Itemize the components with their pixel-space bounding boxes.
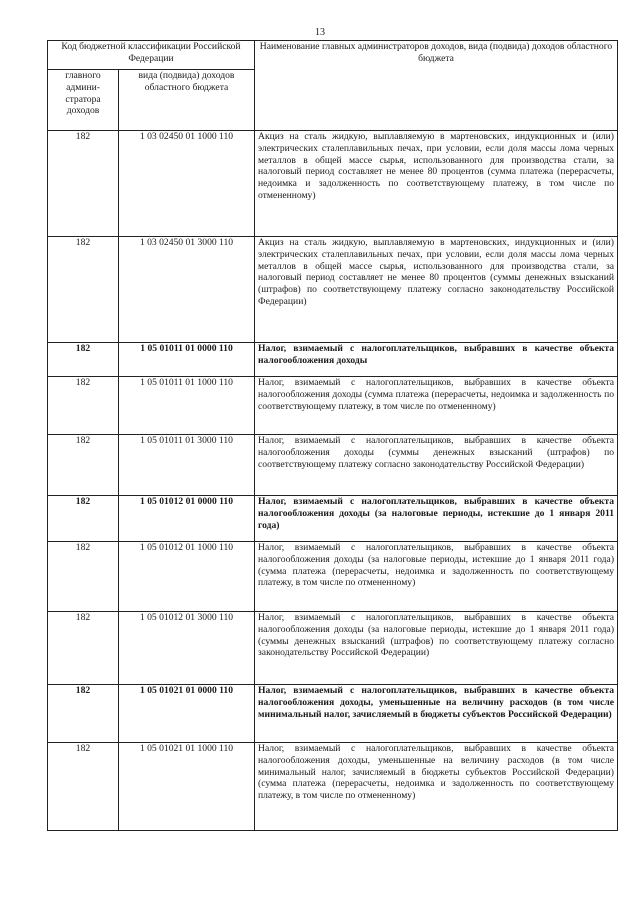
admin-code: 182: [48, 377, 119, 435]
revenue-code: 1 05 01021 01 1000 110: [119, 743, 255, 831]
page-number: 13: [315, 27, 325, 38]
table-row: [48, 743, 618, 831]
table-row: [48, 685, 618, 743]
admin-code: 182: [48, 542, 119, 612]
admin-code: 182: [48, 237, 119, 343]
table-row: [48, 377, 618, 435]
admin-code: 182: [48, 612, 119, 685]
admin-code: 182: [48, 435, 119, 496]
revenue-code: 1 05 01012 01 1000 110: [119, 542, 255, 612]
table-row: [48, 343, 618, 377]
revenue-code: 1 03 02450 01 1000 110: [119, 131, 255, 237]
table-row: [48, 542, 618, 612]
table-row: [48, 237, 618, 343]
revenue-code: 1 05 01011 01 3000 110: [119, 435, 255, 496]
header-revenue-type: вида (подвида) доходов областного бюджета: [119, 70, 255, 131]
revenue-description: Налог, взимаемый с налогоплательщиков, выбравших в качестве объекта налогообложения доходы, уменьшенные на величину расходов (в том числе минимальный налог, зачисляемый в бюджеты субъектов Российской Федерации) (сумма платежа (перерасчеты, недоимка и задолженность по соответствующему платежу, в том числе по отмененному): [255, 743, 618, 831]
revenue-description: Налог, взимаемый с налогоплательщиков, выбравших в качестве объекта налогообложения доходы (за налоговые периоды, истекшие до 1 января 2011 года) (сумма платежа (перерасчеты, недоимка и задолженность по соответствующему платежу, в том числе по отмененному): [255, 542, 618, 612]
header-row-1: [48, 41, 618, 70]
revenue-description: Налог, взимаемый с налогоплательщиков, выбравших в качестве объекта налогообложения доходы (за налоговые периоды, истекшие до 1 января 2011 года) (суммы денежных взысканий (штрафов) по соответствующему платежу согласно законодательству Российской Федерации): [255, 612, 618, 685]
admin-code: 182: [48, 496, 119, 542]
budget-classification-table: [47, 40, 618, 831]
revenue-description: Налог, взимаемый с налогоплательщиков, выбравших в качестве объекта налогообложения доходы, уменьшенные на величину расходов (в том числе минимальный налог, зачисляемый в бюджеты субъектов Российской Федерации): [255, 685, 618, 743]
revenue-description: Акциз на сталь жидкую, выплавляемую в мартеновских, индукционных и (или) электрических сталеплавильных печах, при условии, если доля массы лома черных металлов в общей массе сырья, использованного для производства стали, за налоговый период составляет не менее 80 процентов (сумма платежа (перерасчеты, недоимка и задолженность по соответствующему платежу, в том числе по отмененному): [255, 131, 618, 237]
table-row: [48, 612, 618, 685]
revenue-description: Налог, взимаемый с налогоплательщиков, выбравших в качестве объекта налогообложения доходы (сумма платежа (перерасчеты, недоимка и задолженность по соответствующему платежу, в том числе по отмененному): [255, 377, 618, 435]
table-row: [48, 435, 618, 496]
revenue-description: Налог, взимаемый с налогоплательщиков, выбравших в качестве объекта налогообложения доходы: [255, 343, 618, 377]
table-row: [48, 496, 618, 542]
header-name: Наименование главных администраторов доходов, вида (подвида) доходов областного бюджета: [255, 41, 618, 131]
admin-code: 182: [48, 343, 119, 377]
revenue-description: Налог, взимаемый с налогоплательщиков, выбравших в качестве объекта налогообложения доходы (за налоговые периоды, истекшие до 1 января 2011 года): [255, 496, 618, 542]
revenue-description: Акциз на сталь жидкую, выплавляемую в мартеновских, индукционных и (или) электрических сталеплавильных печах, при условии, если доля массы лома черных металлов в общей массе сырья, использованного для производства стали, за налоговый период составляет не менее 80 процентов (суммы денежных взысканий (штрафов) по соответствующему платежу согласно законодательству Российской Федерации): [255, 237, 618, 343]
revenue-description: Налог, взимаемый с налогоплательщиков, выбравших в качестве объекта налогообложения доходы (суммы денежных взысканий (штрафов) по соответствующему платежу согласно законодательству Российской Федерации): [255, 435, 618, 496]
revenue-code: 1 05 01012 01 3000 110: [119, 612, 255, 685]
admin-code: 182: [48, 685, 119, 743]
admin-code: 182: [48, 131, 119, 237]
header-code-group: Код бюджетной классификации Российской Федерации: [48, 41, 255, 70]
revenue-code: 1 03 02450 01 3000 110: [119, 237, 255, 343]
revenue-code: 1 05 01012 01 0000 110: [119, 496, 255, 542]
header-admin: главного админи-стратора доходов: [48, 70, 119, 131]
revenue-code: 1 05 01011 01 0000 110: [119, 343, 255, 377]
revenue-code: 1 05 01011 01 1000 110: [119, 377, 255, 435]
table-row: [48, 131, 618, 237]
admin-code: 182: [48, 743, 119, 831]
revenue-code: 1 05 01021 01 0000 110: [119, 685, 255, 743]
